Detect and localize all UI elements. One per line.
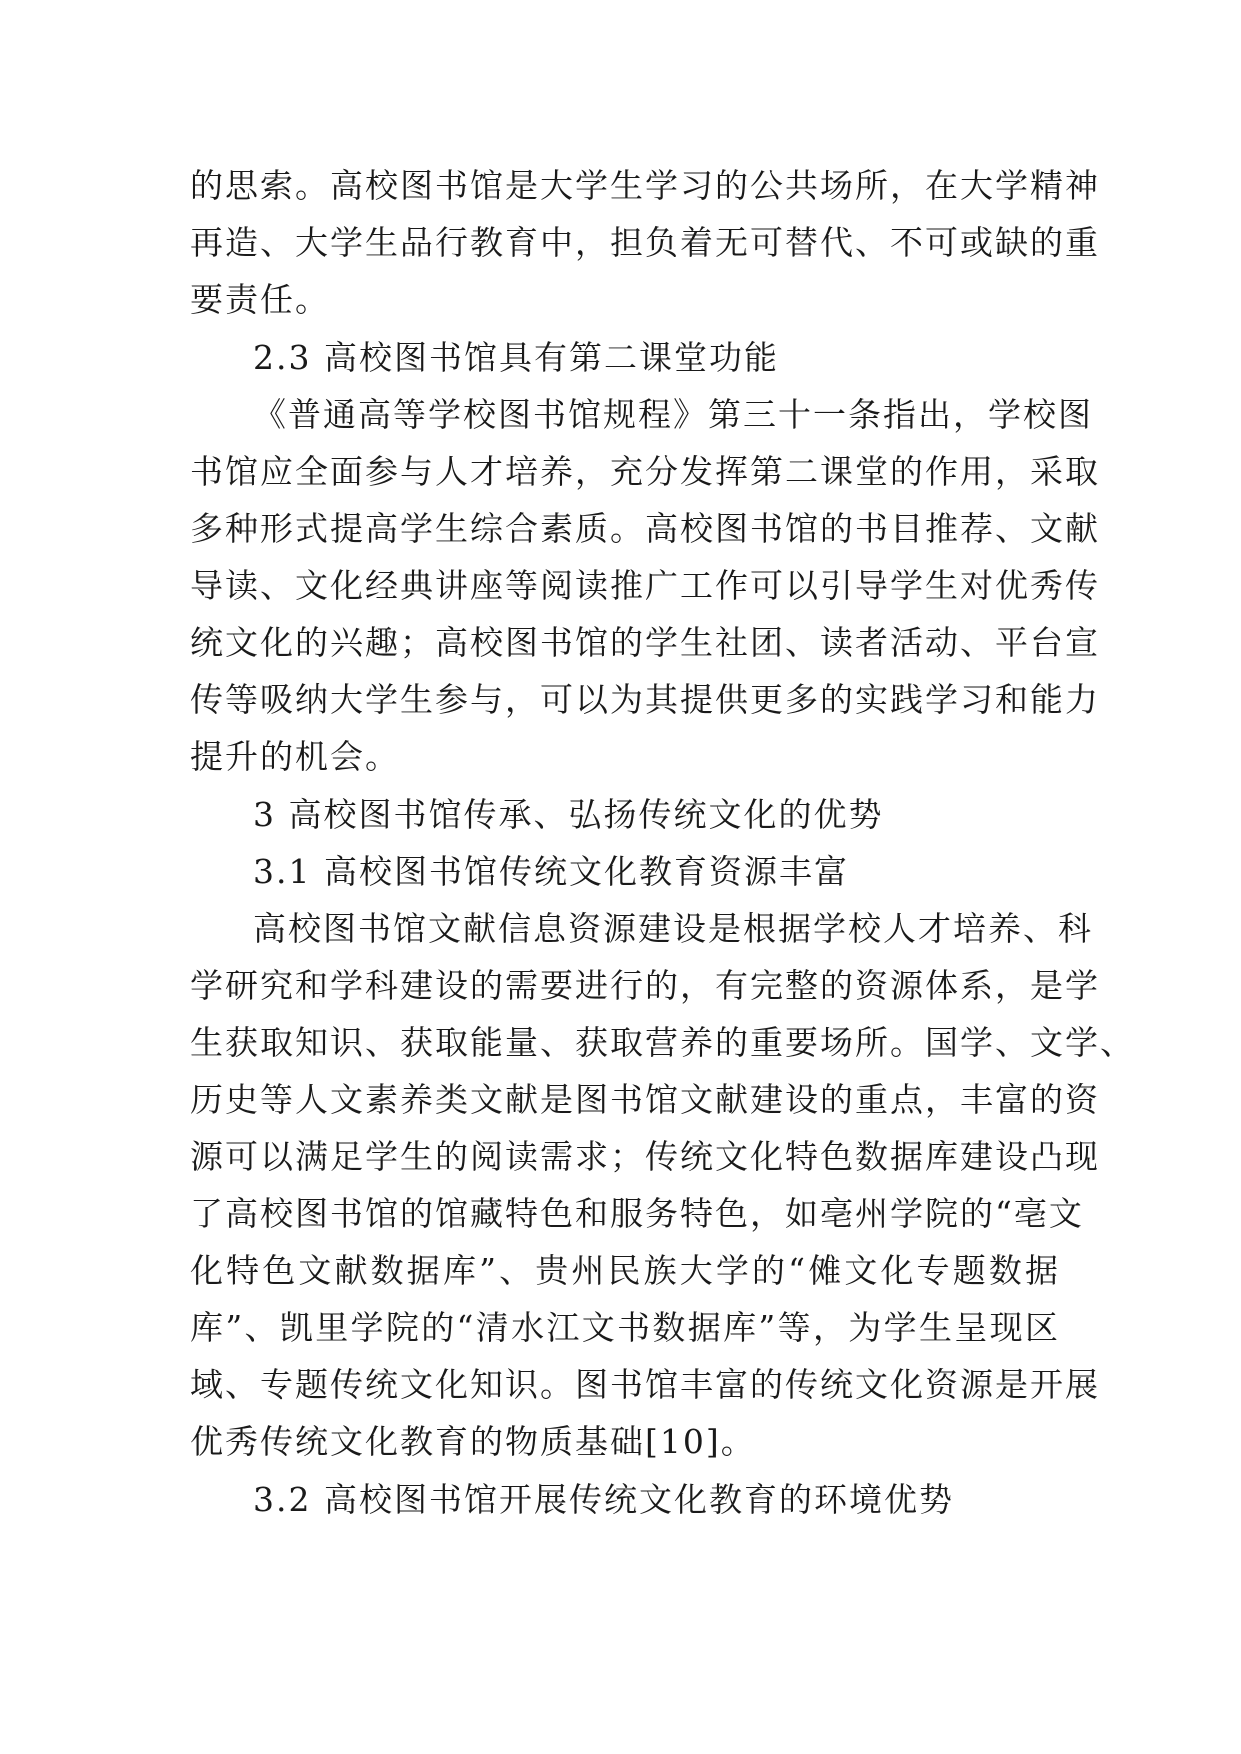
paragraph-line: 域、专题传统文化知识。图书馆丰富的传统文化资源是开展 (190, 1365, 1100, 1404)
paragraph-line: 传等吸纳大学生参与，可以为其提供更多的实践学习和能力 (190, 680, 1100, 719)
paragraph-line: 再造、大学生品行教育中，担负着无可替代、不可或缺的重 (190, 223, 1100, 262)
paragraph-line: 高校图书馆文献信息资源建设是根据学校人才培养、科 (253, 909, 1093, 948)
paragraph-line: 优秀传统文化教育的物质基础[10]。 (190, 1422, 756, 1461)
paragraph-line: 历史等人文素养类文献是图书馆文献建设的重点，丰富的资 (190, 1080, 1100, 1119)
paragraph-line: 《普通高等学校图书馆规程》第三十一条指出，学校图 (253, 395, 1093, 434)
paragraph-line: 的思索。高校图书馆是大学生学习的公共场所，在大学精神 (190, 166, 1100, 205)
section-heading: 3.1 高校图书馆传统文化教育资源丰富 (253, 852, 849, 891)
paragraph-line: 源可以满足学生的阅读需求；传统文化特色数据库建设凸现 (190, 1137, 1100, 1176)
paragraph-line: 统文化的兴趣；高校图书馆的学生社团、读者活动、平台宣 (190, 623, 1100, 662)
paragraph-line: 生获取知识、获取能量、获取营养的重要场所。国学、文学、 (190, 1023, 1135, 1062)
section-heading: 2.3 高校图书馆具有第二课堂功能 (253, 338, 779, 377)
section-heading: 3 高校图书馆传承、弘扬传统文化的优势 (253, 795, 884, 834)
paragraph-line: 学研究和学科建设的需要进行的，有完整的资源体系，是学 (190, 966, 1100, 1005)
paragraph-line: 导读、文化经典讲座等阅读推广工作可以引导学生对优秀传 (190, 566, 1100, 605)
paragraph-line: 多种形式提高学生综合素质。高校图书馆的书目推荐、文献 (190, 509, 1100, 548)
paragraph-line: 书馆应全面参与人才培养，充分发挥第二课堂的作用，采取 (190, 452, 1100, 491)
paragraph-line: 库”、凯里学院的“清水江文书数据库”等，为学生呈现区 (190, 1308, 1060, 1347)
section-heading: 3.2 高校图书馆开展传统文化教育的环境优势 (253, 1480, 954, 1519)
paragraph-line: 化特色文献数据库”、贵州民族大学的“傩文化专题数据 (190, 1251, 1060, 1290)
paragraph-line: 了高校图书馆的馆藏特色和服务特色，如亳州学院的“亳文 (190, 1194, 1084, 1233)
paragraph-line: 要责任。 (190, 280, 330, 319)
paragraph-line: 提升的机会。 (190, 737, 400, 776)
